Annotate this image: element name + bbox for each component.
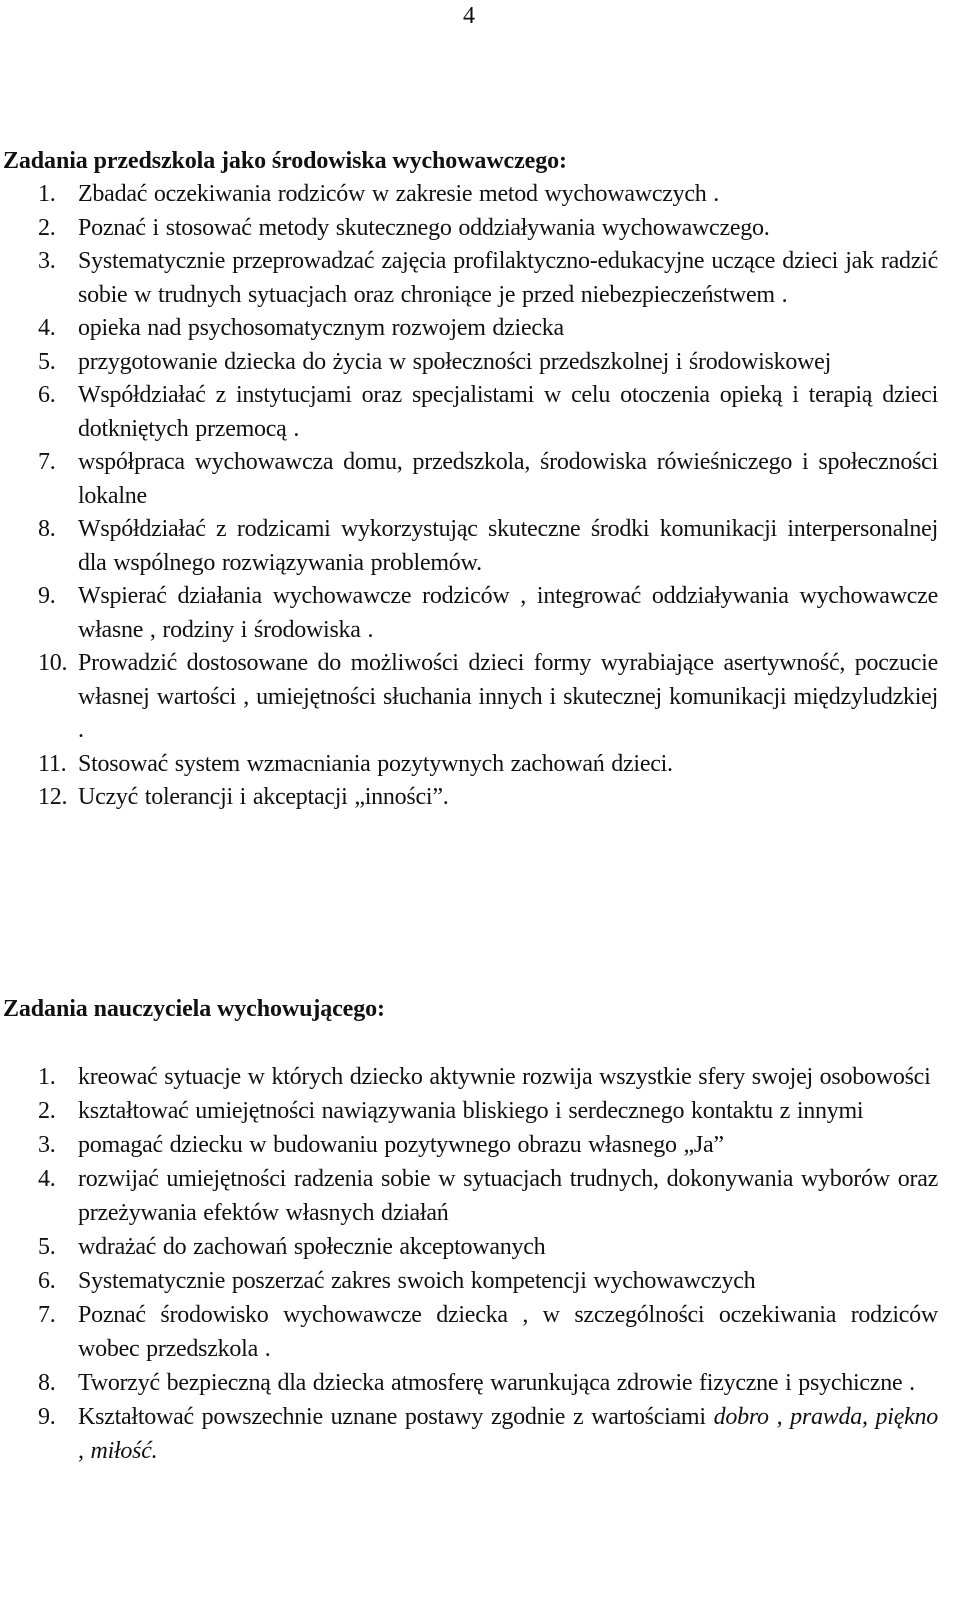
list-item [3,446,938,513]
item-text: współpraca wychowawcza domu, przedszkola, środowiska rówieśniczego i społeczności lokalne [78,449,938,509]
item-number: 4. [38,1166,56,1192]
item-text: Systematycznie przeprowadzać zajęcia profilaktyczno-edukacyjne uczące dzieci jak radzić sobie w trudnych sytuacjach oraz chroniące je przed niebezpieczeństwem . [78,248,938,308]
item-number: 3. [38,248,56,274]
list-item [3,1230,938,1264]
list-item [3,781,938,815]
list-item [3,580,938,647]
item-number: 1. [38,1064,56,1090]
list-item [3,212,938,246]
item-text: Wspierać działania wychowawcze rodziców , integrować oddziaływania wychowawcze własne , rodziny i środowiska . [78,583,938,643]
item-text: rozwijać umiejętności radzenia sobie w sytuacjach trudnych, dokonywania wyborów oraz przeżywania efektów własnych działań [78,1166,938,1226]
list-item [3,1298,938,1366]
item-number: 1. [38,181,56,207]
list-item [3,1162,938,1230]
item-text: Współdziałać z rodzicami wykorzystując skuteczne środki komunikacji interpersonalnej dla wspólnego rozwiązywania problemów. [78,516,938,576]
item-text: Współdziałać z instytucjami oraz specjalistami w celu otoczenia opieką i terapią dzieci dotkniętych przemocą . [78,382,938,442]
list-item [3,748,938,782]
task-list [3,178,938,815]
list-item [3,1060,938,1094]
list-item [3,178,938,212]
list-item [3,379,938,446]
item-text: Poznać i stosować metody skutecznego oddziaływania wychowawczego. [78,214,770,241]
section-heading: Zadania nauczyciela wychowującego: [3,996,385,1022]
item-number: 7. [38,449,56,475]
list-item [3,346,938,380]
page-number: 4 [463,3,475,29]
item-number: 6. [38,382,56,408]
item-number: 9. [38,1404,56,1430]
list-item [3,1264,938,1298]
item-text: wdrażać do zachowań społecznie akceptowanych [78,1234,546,1260]
item-text: kreować sytuacje w których dziecko aktywnie rozwija wszystkie sfery swojej osobowości [78,1064,931,1090]
item-text: kształtować umiejętności nawiązywania bliskiego i serdecznego kontaktu z innymi [78,1098,864,1124]
item-text: pomagać dziecku w budowaniu pozytywnego obrazu własnego „Ja” [78,1132,724,1158]
item-text: Zbadać oczekiwania rodziców w zakresie metod wychowawczych . [78,181,720,207]
item-number: 9. [38,583,56,609]
list-item [3,1400,938,1468]
item-number: 3. [38,1132,56,1158]
item-text: Tworzyć bezpieczną dla dziecka atmosferę warunkująca zdrowie fizyczne i psychiczne . [78,1370,915,1396]
list-item [3,245,938,312]
values-italic-text: dobro , prawda, piękno , miłość. [78,1404,939,1464]
section-heading: Zadania przedszkola jako środowiska wychowawczego: [3,148,567,174]
list-item [3,312,938,346]
item-number: 4. [38,315,56,341]
list-item [3,1128,938,1162]
item-text: przygotowanie dziecka do życia w społeczności przedszkolnej i środowiskowej [78,348,831,375]
section-teacher-tasks [3,992,938,1468]
item-number: 8. [38,516,56,542]
item-number: 12. [38,784,68,810]
item-number: 5. [38,1234,56,1260]
item-number: 6. [38,1268,56,1294]
item-text: opieka nad psychosomatycznym rozwojem dziecka [78,315,564,341]
item-number: 5. [38,348,56,375]
item-number: 11. [38,750,67,777]
section-preschool-tasks [3,144,938,815]
item-number: 7. [38,1302,56,1328]
item-text: Kształtować powszechnie uznane postawy zgodnie z wartościami [78,1404,706,1430]
item-number: 8. [38,1370,56,1396]
list-item [3,647,938,748]
item-text: Uczyć tolerancji i akceptacji „inności”. [78,784,449,810]
item-text: Poznać środowisko wychowawcze dziecka , w szczególności oczekiwania rodziców wobec przedszkola . [78,1302,938,1362]
item-number: 2. [38,214,56,241]
item-text: Systematycznie poszerzać zakres swoich kompetencji wychowawczych [78,1268,756,1294]
item-text: Stosować system wzmacniania pozytywnych zachowań dzieci. [78,750,673,777]
item-number: 2. [38,1098,56,1124]
item-number: 10. [38,650,68,676]
list-item [3,1094,938,1128]
list-item [3,1366,938,1400]
item-text: Prowadzić dostosowane do możliwości dzieci formy wyrabiające asertywność, poczucie własnej wartości , umiejętności słuchania innych i skutecznej komunikacji międzyludzkiej . [78,650,938,743]
task-list [3,1060,938,1468]
list-item [3,513,938,580]
